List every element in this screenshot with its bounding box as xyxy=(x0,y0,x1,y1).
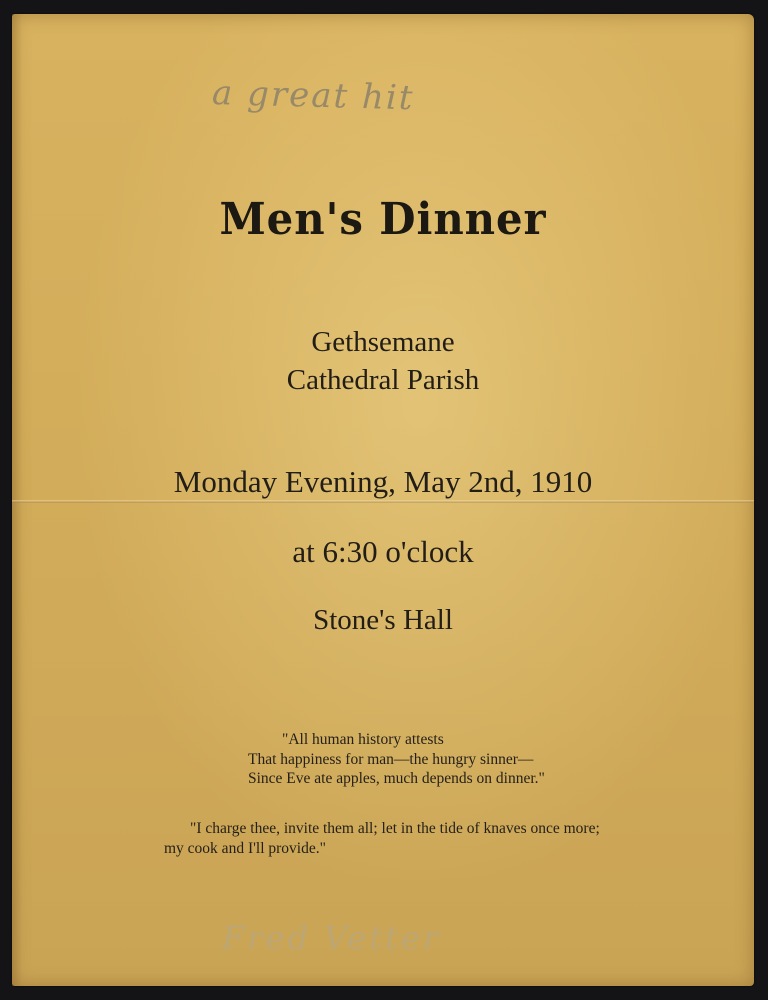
quote-byron xyxy=(248,730,545,789)
parish-line-2: Cathedral Parish xyxy=(286,364,480,396)
handwritten-signature: Fred Vetter xyxy=(222,919,442,957)
quote-shakespeare-line-1: "I charge thee, invite them all; let in the tide of knaves once more; xyxy=(190,820,600,837)
quote-shakespeare xyxy=(164,819,644,859)
quote-byron-line-3: Since Eve ate apples, much depends on dinner." xyxy=(248,770,545,787)
event-date: Monday Evening, May 2nd, 1910 xyxy=(173,464,593,499)
dinner-card xyxy=(12,14,754,986)
event-venue: Stone's Hall xyxy=(313,604,453,636)
page-title: Men's Dinner xyxy=(219,194,547,245)
event-time: at 6:30 o'clock xyxy=(292,534,474,569)
quote-byron-line-1: "All human history attests xyxy=(282,731,444,748)
handwritten-annotation: a great hit xyxy=(211,73,415,119)
quote-byron-line-2: That happiness for man—the hungry sinner— xyxy=(248,750,534,768)
fold-crease xyxy=(12,500,754,503)
quote-shakespeare-line-2: my cook and I'll provide." xyxy=(164,840,326,857)
parish-line-1: Gethsemane xyxy=(311,326,455,358)
